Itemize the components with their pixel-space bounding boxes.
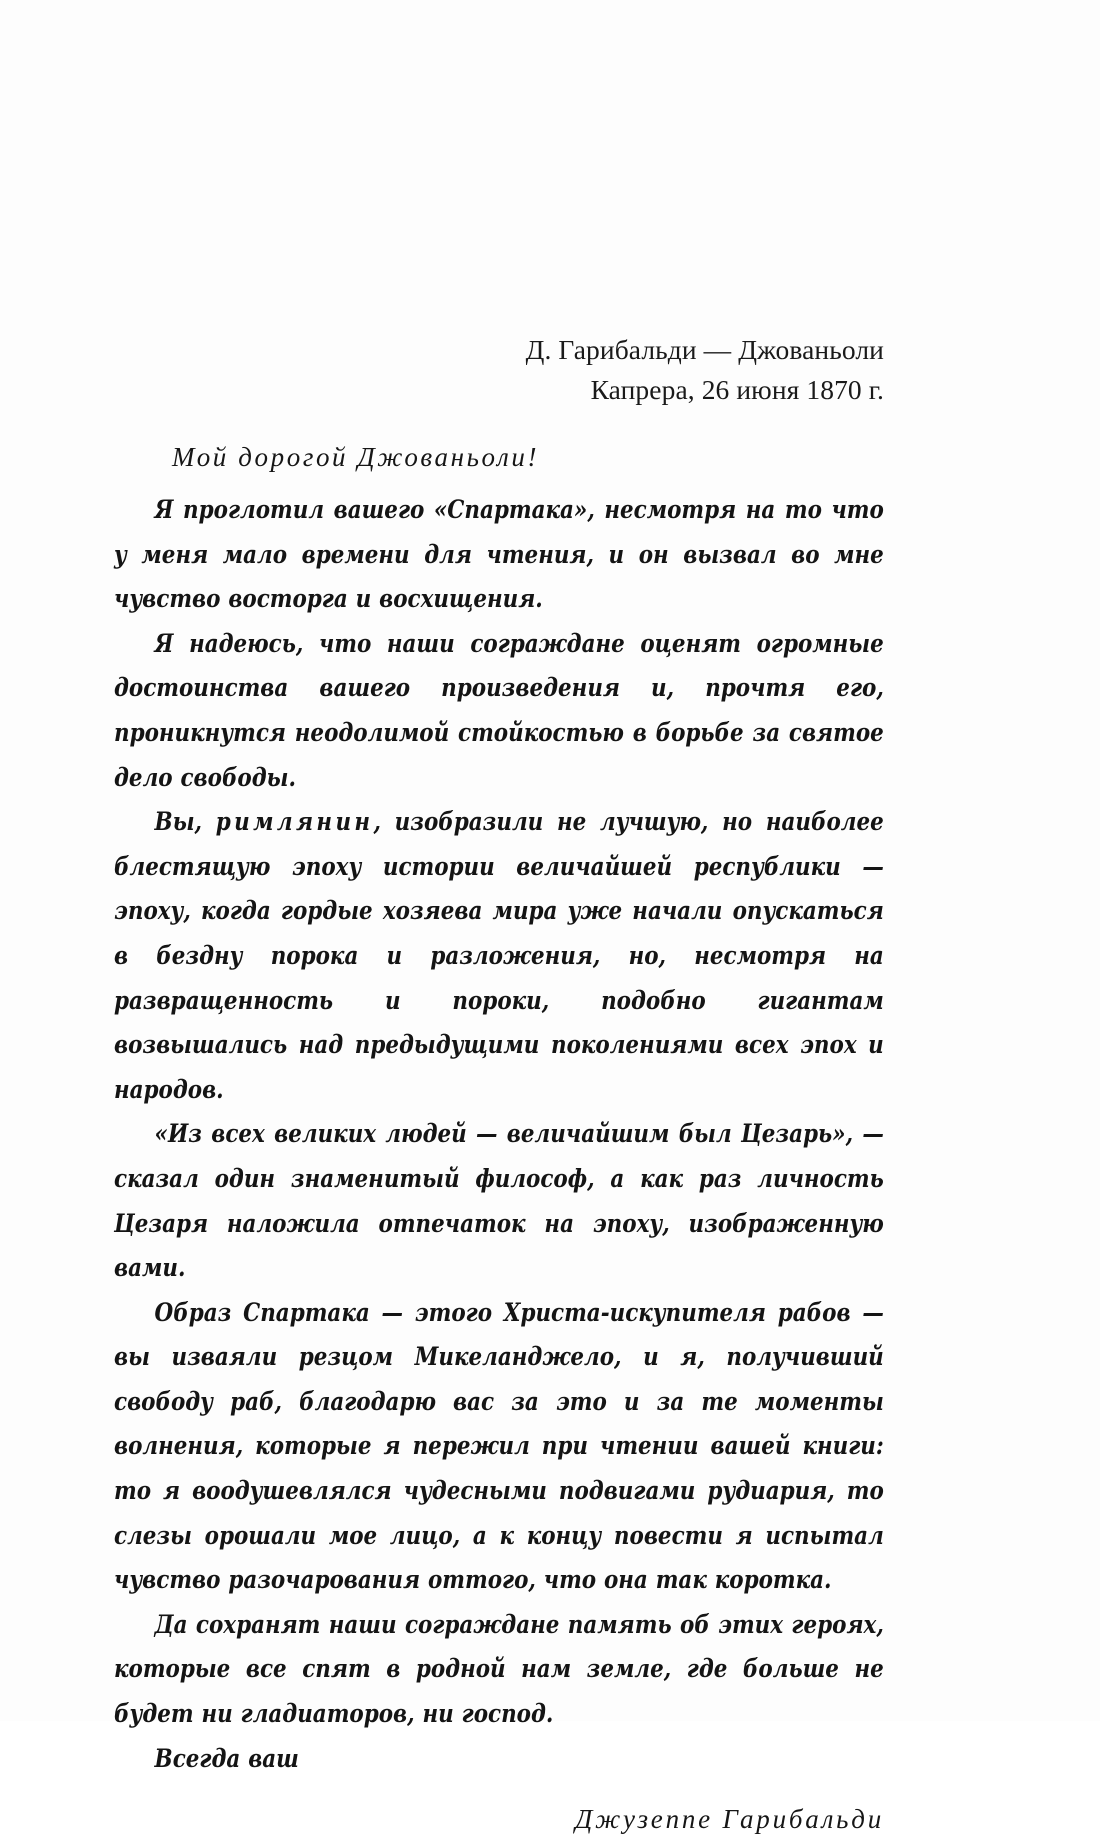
paragraph-suffix: , изобразили не лучшую, но наиболее блестящую эпоху истории величайшей республики — эпоху, когда гордые хозяева мира уже начали опускаться в бездну порока и разложения, но, несмотря на развращенность и пороки, подобно гигантам возвышались над предыдущими поколениями всех эпох и народов.	[114, 806, 884, 1104]
letter-body	[114, 487, 884, 1780]
letter-addressee-line: Д. Гарибальди — Джованьоли	[525, 334, 884, 365]
letter-paragraph-spaced	[114, 799, 884, 1111]
letter-signature: Джузеппе Гарибальди	[575, 1804, 884, 1835]
letter-closing: Всегда ваш	[154, 1742, 299, 1773]
letter-paragraph: Я проглотил вашего «Спартака», несмотря на то что у меня мало времени для чтения, и он вызвал во мне чувство восторга и восхищения.	[114, 494, 884, 614]
letter-paragraph: Да сохранят наши сограждане память об этих героях, которые все спят в родной нам земле, где больше не будет ни гладиаторов, ни господ.	[114, 1608, 884, 1729]
letter-salutation: Мой дорогой Джованьоли!	[172, 442, 540, 472]
paragraph-prefix: Вы,	[154, 806, 216, 837]
letter-block	[114, 330, 884, 1835]
letter-heading	[114, 330, 884, 410]
letter-paragraph: Я надеюсь, что наши сограждане оценят огромные достоинства вашего произведения и, прочтя его, проникнутся неодолимой стойкостью в борьбе за святое дело свободы.	[114, 627, 884, 792]
letter-paragraph: «Из всех великих людей — величайшим был Цезарь», — сказал один знаменитый философ, а как раз личность Цезаря наложила отпечаток на эпоху, изображенную вами.	[114, 1118, 884, 1283]
letter-paragraph: Образ Спартака — этого Христа-искупителя рабов — вы изваяли резцом Микеланджело, и я, получивший свободу раб, благодарю вас за это и за те моменты волнения, которые я пережил при чтении вашей книги: то я воодушевлялся чудесными подвигами рудиария, то слезы орошали мое лицо, а к концу повести я испытал чувство разочарования оттого, что она так коротка.	[114, 1296, 884, 1595]
letterspaced-word: римлянин	[215, 806, 374, 837]
letter-place-date-line: Капрера, 26 июня 1870 г.	[590, 374, 884, 405]
